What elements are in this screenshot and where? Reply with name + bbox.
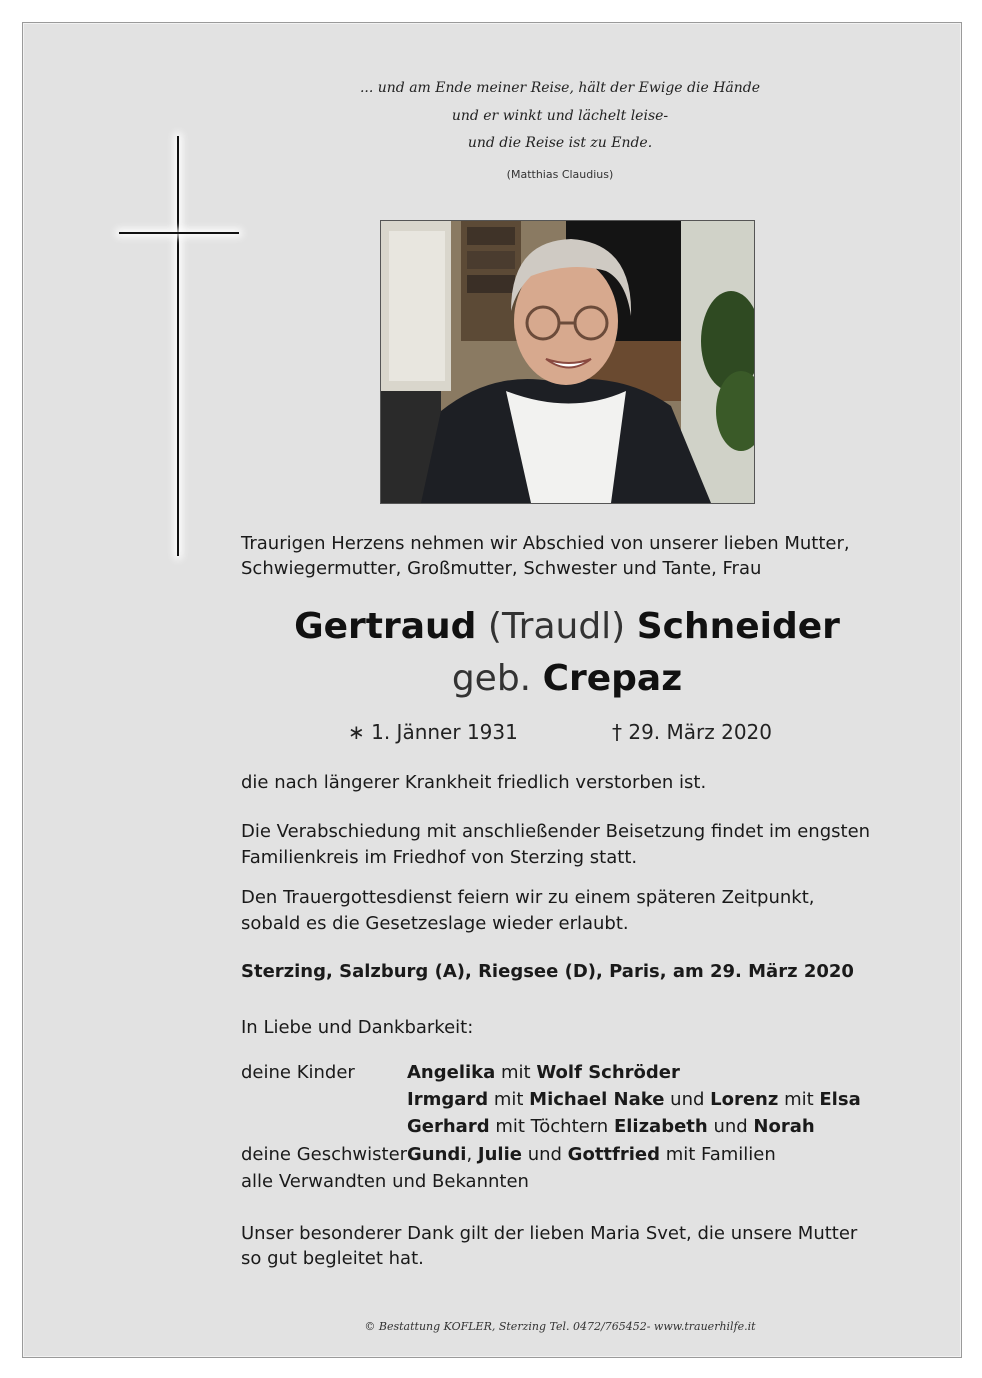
siblings-tail: mit Familien [660,1144,776,1165]
passed-text: die nach längerer Krankheit friedlich verstorben ist. [241,772,707,793]
maiden-name-line [241,656,893,702]
quote-line-3: und die Reise ist zu Ende. [467,135,653,151]
last-name: Schneider [636,606,840,647]
deceased-name [241,604,893,650]
nickname: (Traudl) [487,606,626,647]
conjunction: und [521,1144,568,1165]
children-label: deine Kinder [241,1062,355,1083]
quote-line-2: und er winkt und lächelt leise- [451,108,669,124]
conjunction: mit [778,1089,820,1110]
death-date: † 29. März 2020 [612,720,773,744]
quote-author: (Matthias Claudius) [506,168,614,181]
conjunction: mit Töchtern [489,1116,614,1137]
service-line-1: Den Trauergottesdienst feiern wir zu einem späteren Zeitpunkt, [241,887,815,908]
grandchild-name: Lorenz [710,1089,779,1110]
children-row-2 [407,1086,861,1113]
children-row-3 [407,1113,815,1140]
farewell-line-1: Die Verabschiedung mit anschließender Beisetzung findet im engsten [241,821,871,842]
conjunction: mit [488,1089,530,1110]
siblings-row [407,1141,776,1168]
thanks-line-1: Unser besonderer Dank gilt der lieben Maria Svet, die unsere Mutter [241,1223,858,1244]
child-name: Irmgard [407,1089,489,1110]
conjunction: mit [495,1062,537,1083]
cross-icon-vertical [177,136,179,556]
sibling-name: Gundi [407,1144,467,1165]
separator: , [466,1144,478,1165]
born-prefix: geb. [451,658,532,699]
grandchild-name: Elizabeth [613,1116,708,1137]
quote-line-1: ... und am Ende meiner Reise, hält der Ewige die Hände [359,80,761,96]
sibling-name: Gottfried [567,1144,660,1165]
maiden-name: Crepaz [542,658,683,699]
spouse-name: Michael Nake [529,1089,665,1110]
partner-name: Elsa [819,1089,861,1110]
service-line-2: sobald es die Gesetzeslage wieder erlaubt. [241,913,629,934]
love-line: In Liebe und Dankbarkeit: [241,1017,474,1038]
children-row-1 [407,1059,680,1086]
intro-line-1: Traurigen Herzens nehmen wir Abschied von unserer lieben Mutter, [241,533,850,554]
first-name: Gertraud [294,606,477,647]
place-date: Sterzing, Salzburg (A), Riegsee (D), Paris, am 29. März 2020 [241,961,854,982]
cross-icon-horizontal [119,232,239,234]
portrait-photo [380,220,755,504]
intro-line-2: Schwiegermutter, Großmutter, Schwester und Tante, Frau [241,558,762,579]
conjunction: und [664,1089,711,1110]
siblings-label: deine Geschwister [241,1144,408,1165]
conjunction: und [707,1116,754,1137]
child-name: Angelika [407,1062,496,1083]
birth-date: ∗ 1. Jänner 1931 [348,720,518,744]
grandchild-name: Norah [753,1116,815,1137]
spouse-name: Wolf Schröder [536,1062,680,1083]
sibling-name: Julie [477,1144,522,1165]
farewell-line-2: Familienkreis im Friedhof von Sterzing statt. [241,847,638,868]
child-name: Gerhard [407,1116,490,1137]
relatives-line: alle Verwandten und Bekannten [241,1171,529,1192]
thanks-line-2: so gut begleitet hat. [241,1248,424,1269]
footer-credit: © Bestattung KOFLER, Sterzing Tel. 0472/765452- www.trauerhilfe.it [364,1320,756,1333]
